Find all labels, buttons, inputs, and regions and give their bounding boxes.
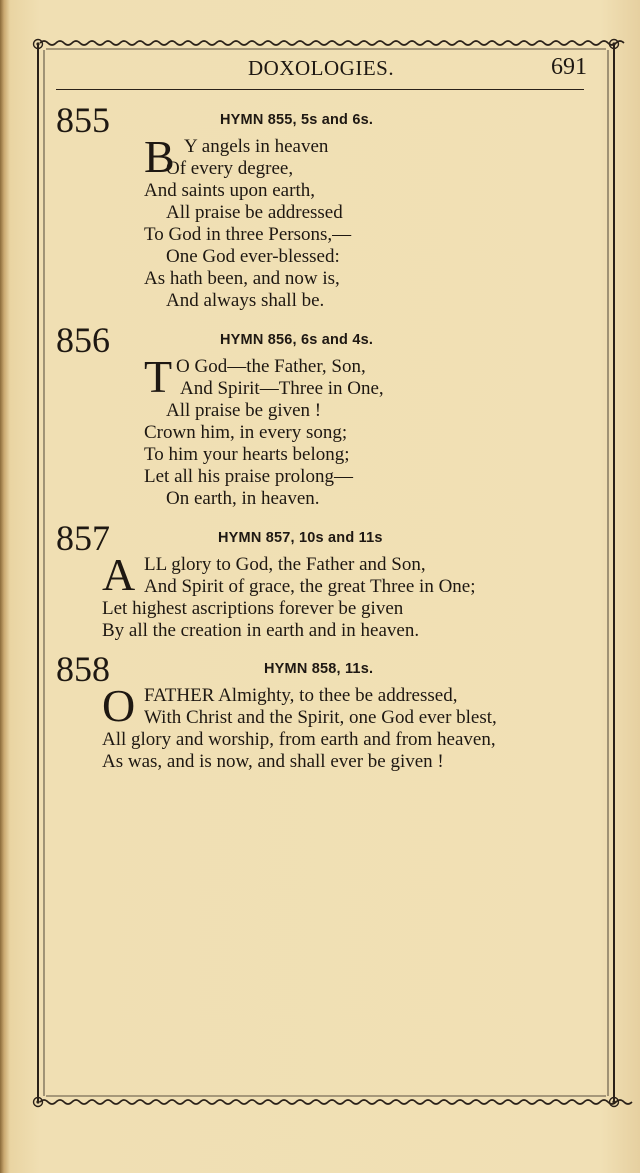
- verse-line: And Spirit—Three in One,: [180, 378, 384, 399]
- drop-cap: A: [102, 549, 136, 600]
- verse-line: O God—the Father, Son,: [176, 356, 366, 377]
- verse-line: By all the creation in earth and in heaven.: [102, 620, 420, 641]
- verse-line: With Christ and the Spirit, one God ever blest,: [144, 707, 497, 728]
- verse-line: And Spirit of grace, the great Three in One;: [144, 576, 476, 597]
- header-rule: [56, 89, 584, 90]
- drop-cap: T: [144, 351, 173, 402]
- drop-cap: O: [102, 680, 136, 731]
- verse-line: FATHER Almighty, to thee be addressed,: [144, 685, 458, 706]
- verse-line: All praise be addressed: [166, 202, 343, 223]
- hymn-heading: HYMN 855, 5s and 6s.: [220, 112, 374, 128]
- verse-line: Let highest ascriptions forever be given: [102, 598, 404, 619]
- running-head: [0, 54, 640, 84]
- verse-line: Of every degree,: [166, 158, 294, 179]
- verse-line: Y angels in heaven: [184, 136, 329, 157]
- running-title: DOXOLOGIES.: [248, 56, 395, 80]
- top-wavy-rule: [40, 41, 624, 45]
- verse-line: LL glory to God, the Father and Son,: [144, 554, 426, 575]
- verse-line: To him your hearts belong;: [144, 444, 350, 465]
- hymn-number: 856: [56, 320, 110, 360]
- hymn-heading: HYMN 856, 6s and 4s.: [220, 332, 374, 348]
- verse-line: And always shall be.: [166, 290, 325, 311]
- verse-line: On earth, in heaven.: [166, 488, 320, 509]
- verse-line: And saints upon earth,: [144, 180, 315, 201]
- verse-line: Crown him, in every song;: [144, 422, 348, 443]
- hymn-number: 858: [56, 649, 110, 689]
- verse-line: To God in three Persons,—: [144, 224, 352, 245]
- hymn-number: 855: [56, 100, 110, 140]
- hymn-verse: [102, 680, 497, 773]
- drop-cap: B: [144, 131, 175, 182]
- verse-line: One God ever-blessed:: [166, 246, 340, 267]
- hymn-heading: HYMN 858, 11s.: [264, 661, 374, 677]
- page-number: 691: [551, 54, 587, 80]
- hymn-verse: [102, 549, 476, 642]
- verse-line: All praise be given !: [166, 400, 322, 421]
- hymn-heading: HYMN 857, 10s and 11s: [218, 530, 383, 546]
- verse-line: All glory and worship, from earth and from heaven,: [102, 729, 496, 750]
- hymn-verse: [144, 351, 384, 510]
- verse-line: As was, and is now, and shall ever be given !: [102, 751, 444, 772]
- bottom-wavy-rule: [40, 1100, 632, 1104]
- hymn-verse: [144, 131, 352, 312]
- hymn-number: 857: [56, 518, 110, 558]
- verse-line: Let all his praise prolong—: [144, 466, 353, 487]
- verse-line: As hath been, and now is,: [144, 268, 340, 289]
